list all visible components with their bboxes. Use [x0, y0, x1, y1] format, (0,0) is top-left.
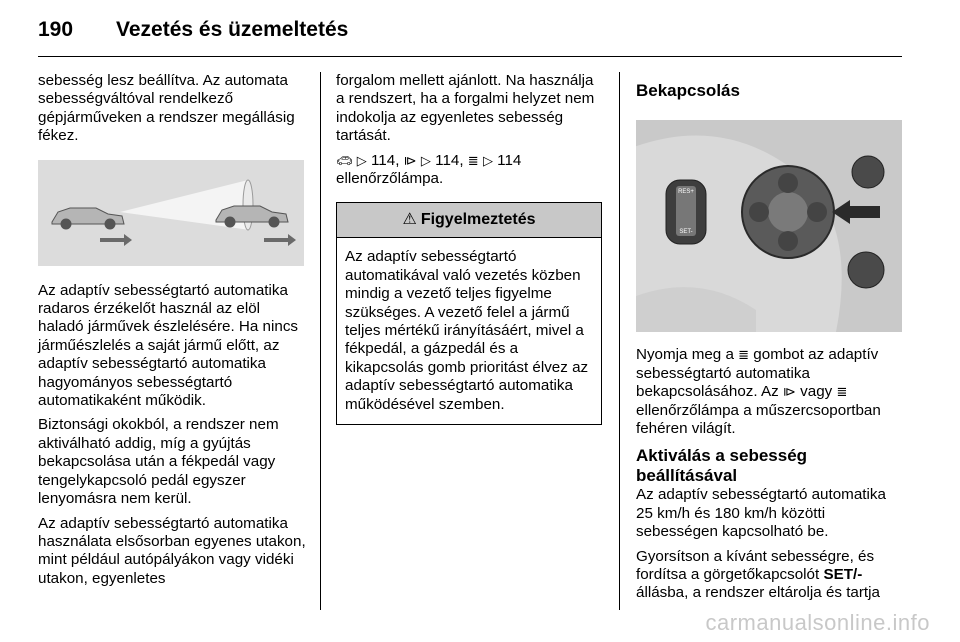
page-number: 190: [38, 18, 74, 41]
adaptive-cruise-icon: ≣: [467, 152, 479, 168]
cruise-icon: ⧐: [403, 152, 417, 168]
subsection-heading: Aktiválás a sebesség beállításával: [636, 446, 808, 486]
reference-line: [336, 152, 602, 189]
paragraph: Az adaptív sebességtartó automatika használata elsősorban egyenes utakon, mint például autópályákon vagy vidéki utakon, egyenletes: [38, 514, 306, 587]
header-divider: [38, 56, 902, 57]
steering-wheel-svg: [636, 120, 902, 332]
column-1: [38, 72, 308, 594]
page-header: [38, 14, 918, 54]
arrow-ref-icon: ▷: [356, 152, 367, 168]
radar-illustration: [38, 160, 304, 266]
warning-body: Az adaptív sebességtartó automatikával való vezetés közben mindig a vezető teljes figyelme szükséges. A vezető felel a jármű teljes mértékű irányításáért, mivel a fékpedál, a gázpedál és a kikapcsolás gomb prioritást élvez az adaptív sebességtartó automatika működésével szemben.: [345, 248, 589, 413]
paragraph: Biztonsági okokból, a rendszer nem aktiválható addig, míg a gyújtás bekapcsolása után a fékpedál vagy tengelykapcsoló pedál egyszer lenyomásra nem kerül.: [38, 416, 279, 508]
column-divider: [320, 72, 321, 610]
paragraph: Az adaptív sebességtartó automatika 25 km/h és 180 km/h közötti sebességen kapcsolható be.: [636, 486, 886, 541]
cruise-icon: ⧐: [782, 384, 796, 400]
arrow-ref-icon: ▷: [420, 152, 431, 168]
set-control-label: SET/-: [823, 566, 863, 584]
section-heading: Bekapcsolás: [636, 81, 740, 100]
page-ref[interactable]: 114,: [370, 151, 400, 169]
set-label: SET-: [679, 229, 693, 236]
adaptive-cruise-icon: ≣: [738, 347, 750, 363]
page-ref[interactable]: 114: [497, 151, 522, 169]
paragraph: forgalom mellett ajánlott. Na használja a rendszert, ha a forgalmi helyzet nem indokolja az egyenletes sebesség tartását.: [336, 72, 595, 145]
paragraph: Nyomja meg a ≣ gombot az adaptív sebességtartó automatika bekapcsolásához. Az ⧐ vagy ≣ ellenőrzőlámpa a műszercsoportban fehéren világít.: [636, 346, 881, 438]
car-icon: 🚗︎: [336, 152, 353, 168]
adaptive-cruise-button-icon: [807, 202, 827, 222]
column-2: [336, 72, 602, 425]
watermark: carmanualsonline.info: [705, 610, 930, 635]
warning-title: Figyelmeztetés: [420, 211, 536, 229]
adaptive-cruise-icon: ≣: [836, 384, 848, 400]
warning-header: [337, 203, 601, 238]
warning-triangle-icon: ⚠: [402, 211, 417, 229]
paragraph: Gyorsítson a kívánt sebességre, és fordítsa a görgetőkapcsolót SET/- állásba, a rendszer eltárolja és tartja: [636, 547, 880, 602]
steering-wheel-controls-illustration: [636, 120, 902, 332]
arrow-ref-icon: ▷: [482, 152, 493, 168]
radar-illustration-svg: [38, 160, 304, 266]
warning-box: [336, 202, 602, 425]
page-ref[interactable]: 114,: [435, 151, 464, 169]
page-title: Vezetés és üzemeltetés: [116, 18, 349, 41]
paragraph: sebesség lesz beállítva. Az automata sebességváltóval rendelkező gépjárműveken a rendszer megállásig fékez.: [38, 72, 295, 145]
column-divider: [619, 72, 620, 610]
paragraph: Az adaptív sebességtartó automatika radaros érzékelőt használ az elöl haladó járművek észlelésére. Ha nincs járműészlelés a saját jármű előtt, az adaptív sebességtartó automatika hagyományos sebességtartó automatikaként működik.: [38, 281, 299, 410]
column-3: [636, 72, 906, 609]
res-label: RES+: [678, 189, 694, 196]
reference-tail: ellenőrzőlámpa.: [336, 170, 444, 188]
